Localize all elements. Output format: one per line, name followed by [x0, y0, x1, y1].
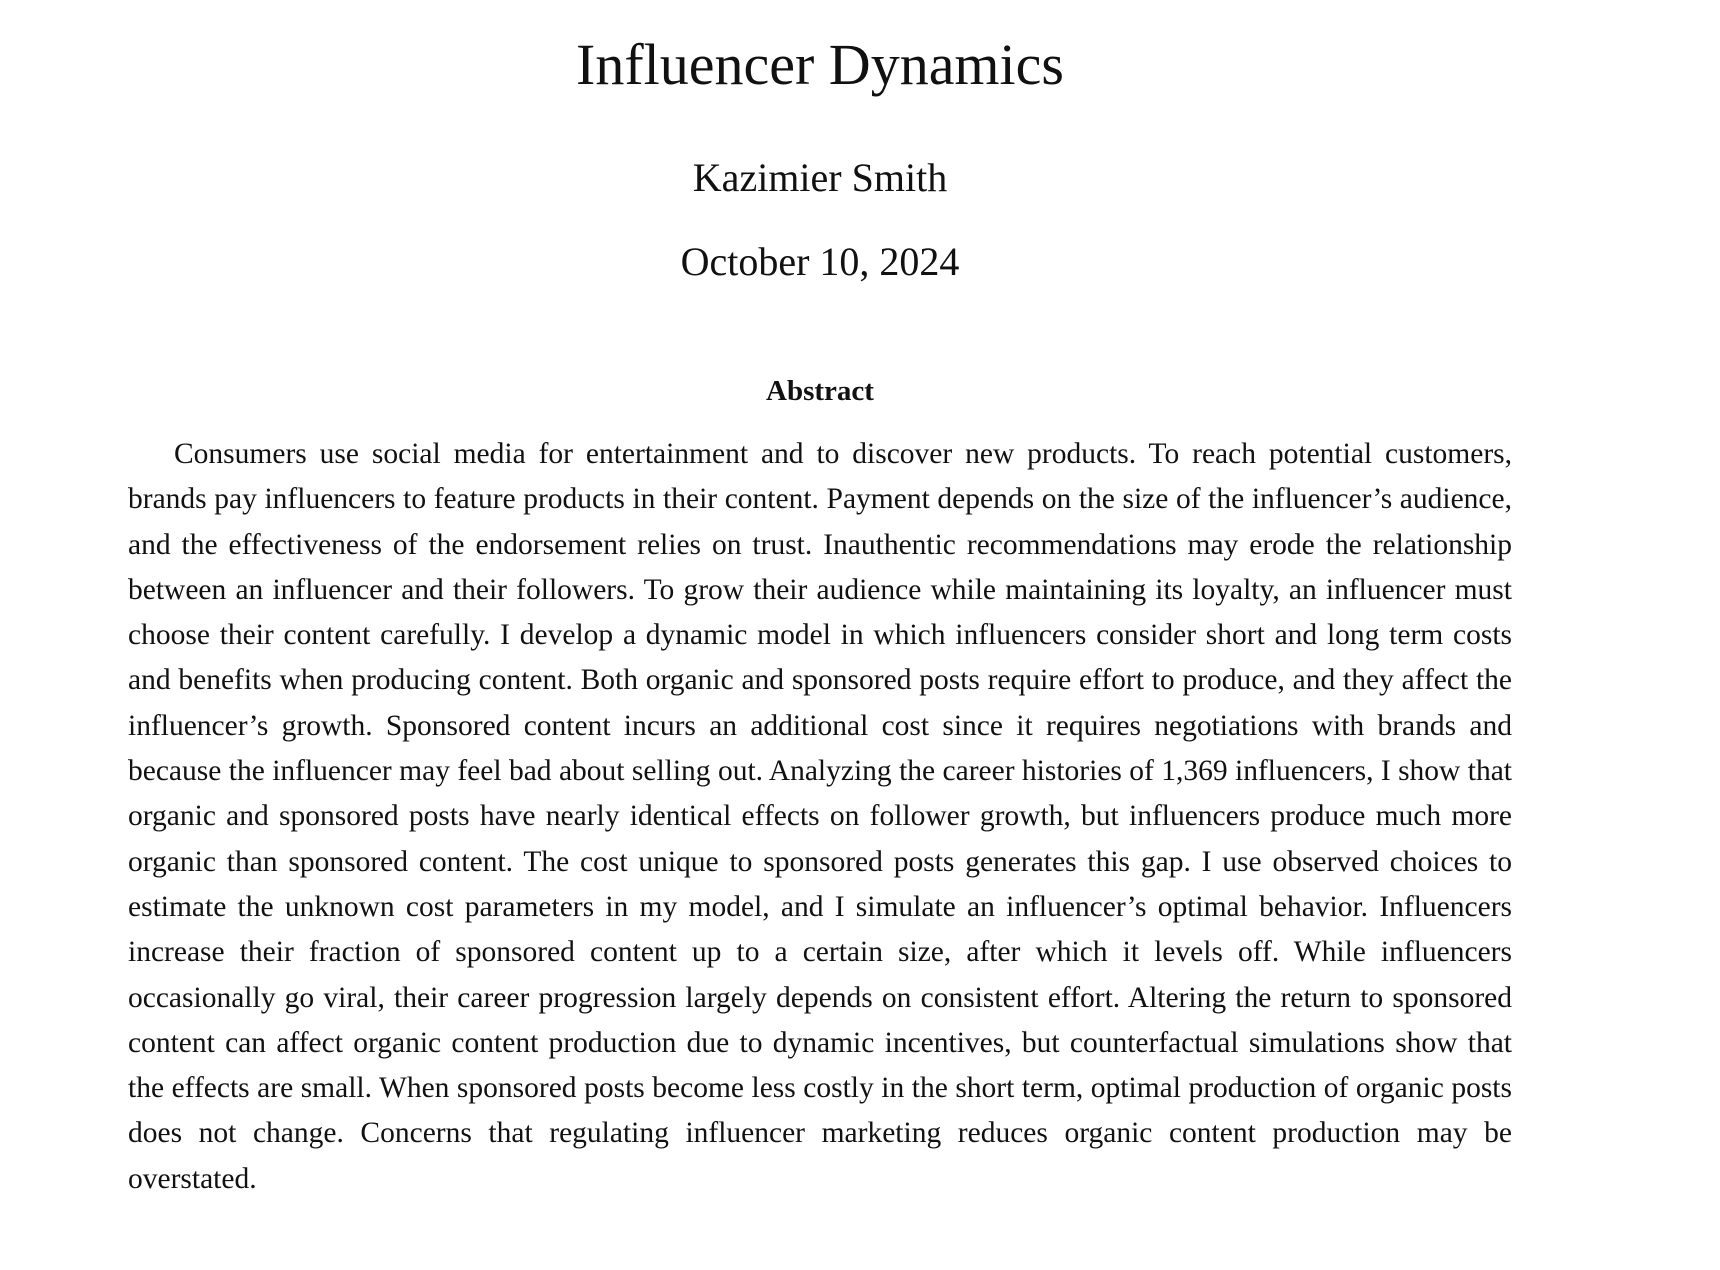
paper-title: Influencer Dynamics: [576, 32, 1064, 97]
author-name: Kazimier Smith: [692, 155, 948, 200]
abstract-heading: Abstract: [766, 375, 874, 407]
abstract-body: Consumers use social media for entertainment and to discover new products. To reach potential customers, brands pay influencers to feature products in their content. Payment depends on the size of the influencer’s audience, and the effectiveness of the endorsement relies on trust. Inauthentic recommendations may erode the relationship between an influencer and their followers. To grow their audience while maintaining its loyalty, an influencer must choose their content carefully. I develop a dynamic model in which influencers consider short and long term costs and benefits when producing content. Both organic and sponsored posts require effort to produce, and they affect the influencer’s growth. Sponsored content incurs an additional cost since it requires negotiations with brands and because the influencer may feel bad about selling out. Analyzing the career histories of 1,369 influencers, I show that organic and sponsored posts have nearly identical effects on follower growth, but influencers produce much more organic than sponsored content. The cost unique to sponsored posts generates this gap. I use observed choices to estimate the unknown cost parameters in my model, and I simulate an influencer’s optimal behavior. Influencers increase their fraction of sponsored content up to a certain size, after which it levels off. While influencers occasionally go viral, their career progression largely depends on consistent effort. Altering the return to sponsored content can affect organic content production due to dynamic incentives, but counterfactual simulations show that the effects are small. When sponsored posts become less costly in the short term, optimal production of organic posts does not change. Concerns that regulating influencer marketing reduces organic content production may be overstated.: [128, 438, 1512, 1195]
publication-date: October 10, 2024: [680, 239, 960, 284]
